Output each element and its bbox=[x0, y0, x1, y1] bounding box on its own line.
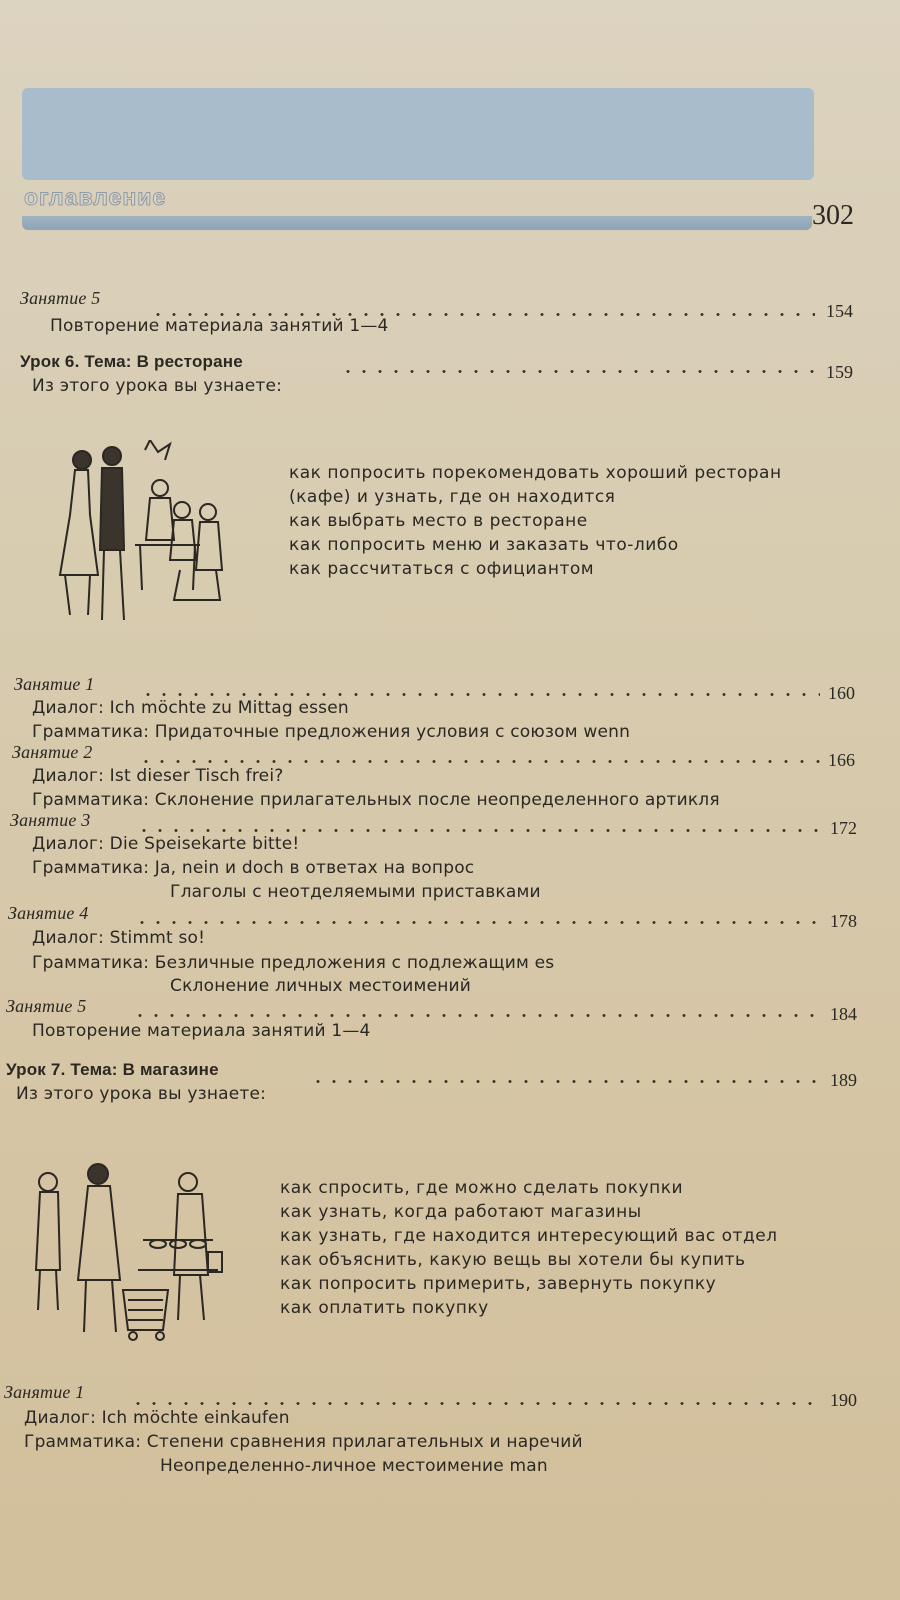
entry-line: Диалог: Stimmt so! bbox=[32, 928, 206, 948]
lesson-page: 159 bbox=[826, 362, 853, 382]
entry-line: Склонение личных местоимений bbox=[170, 976, 472, 996]
leader-dots bbox=[140, 693, 820, 696]
entry-page: 184 bbox=[830, 1004, 857, 1024]
entry-page: 166 bbox=[828, 750, 855, 770]
lesson-intro: Из этого урока вы узнаете: bbox=[32, 376, 283, 396]
goal-item: как попросить меню и заказать что-либо bbox=[289, 535, 679, 555]
lesson-page: 189 bbox=[830, 1070, 857, 1090]
leader-dots bbox=[136, 829, 820, 832]
goal-item: как рассчитаться с официантом bbox=[289, 559, 595, 579]
leader-dots bbox=[310, 1080, 822, 1083]
entry-line: Повторение материала занятий 1—4 bbox=[32, 1021, 371, 1041]
leader-dots bbox=[138, 760, 820, 763]
entry-line: Диалог: Ist dieser Tisch frei? bbox=[32, 766, 284, 786]
lesson-intro: Из этого урока вы узнаете: bbox=[16, 1084, 267, 1104]
entry-page: 178 bbox=[830, 911, 857, 931]
entry-line: Глаголы с неотделяемыми приставками bbox=[170, 882, 541, 902]
entry-line: Грамматика: Ja, nein и doch в ответах на вопрос bbox=[32, 858, 475, 878]
leader-dots bbox=[130, 1402, 822, 1405]
goal-item: как спросить, где можно сделать покупки bbox=[280, 1178, 684, 1198]
entry-title: Занятие 1 bbox=[4, 1382, 85, 1402]
lesson-title: Урок 7. Тема: В магазине bbox=[6, 1060, 219, 1079]
goal-item: как узнать, когда работают магазины bbox=[280, 1202, 642, 1222]
entry-line: Неопределенно-личное местоимение man bbox=[160, 1456, 548, 1476]
header-band bbox=[22, 88, 814, 180]
entry-title: Занятие 5 bbox=[20, 288, 101, 308]
goal-item: как оплатить покупку bbox=[280, 1298, 489, 1318]
entry-page: 160 bbox=[828, 683, 855, 703]
entry-title: Занятие 2 bbox=[12, 742, 93, 762]
header-underline bbox=[22, 216, 812, 230]
page-number: 302 bbox=[812, 200, 854, 231]
entry-line: Повторение материала занятий 1—4 bbox=[50, 316, 389, 336]
entry-page: 154 bbox=[826, 301, 853, 321]
entry-line: Диалог: Ich möchte zu Mittag essen bbox=[32, 698, 349, 718]
entry-line: Диалог: Die Speisekarte bitte! bbox=[32, 834, 300, 854]
entry-page: 190 bbox=[830, 1390, 857, 1410]
restaurant-illustration bbox=[50, 440, 230, 630]
lesson-title: Урок 6. Тема: В ресторане bbox=[20, 352, 243, 371]
entry-title: Занятие 1 bbox=[14, 674, 95, 694]
leader-dots bbox=[340, 370, 815, 373]
entry-line: Грамматика: Склонение прилагательных после неопределенного артикля bbox=[32, 790, 720, 810]
entry-line: Диалог: Ich möchte einkaufen bbox=[24, 1408, 290, 1428]
goal-item: как попросить примерить, завернуть покупку bbox=[280, 1274, 717, 1294]
entry-title: Занятие 4 bbox=[8, 903, 89, 923]
entry-title: Занятие 5 bbox=[6, 996, 87, 1016]
entry-page: 172 bbox=[830, 818, 857, 838]
leader-dots bbox=[132, 1014, 822, 1017]
goal-item: как выбрать место в ресторане bbox=[289, 511, 588, 531]
shopping-illustration bbox=[28, 1160, 228, 1350]
leader-dots bbox=[134, 921, 820, 924]
goal-item: как попросить порекомендовать хороший ресторан bbox=[289, 463, 782, 483]
goal-item: как объяснить, какую вещь вы хотели бы купить bbox=[280, 1250, 746, 1270]
entry-line: Грамматика: Придаточные предложения условия с союзом wenn bbox=[32, 722, 631, 742]
goal-item: как узнать, где находится интересующий вас отдел bbox=[280, 1226, 778, 1246]
header-title: оглавление bbox=[24, 184, 167, 210]
entry-title: Занятие 3 bbox=[10, 810, 91, 830]
entry-line: Грамматика: Безличные предложения с подлежащим es bbox=[32, 953, 555, 973]
entry-line: Грамматика: Степени сравнения прилагательных и наречий bbox=[24, 1432, 583, 1452]
goal-item: (кафе) и узнать, где он находится bbox=[289, 487, 616, 507]
